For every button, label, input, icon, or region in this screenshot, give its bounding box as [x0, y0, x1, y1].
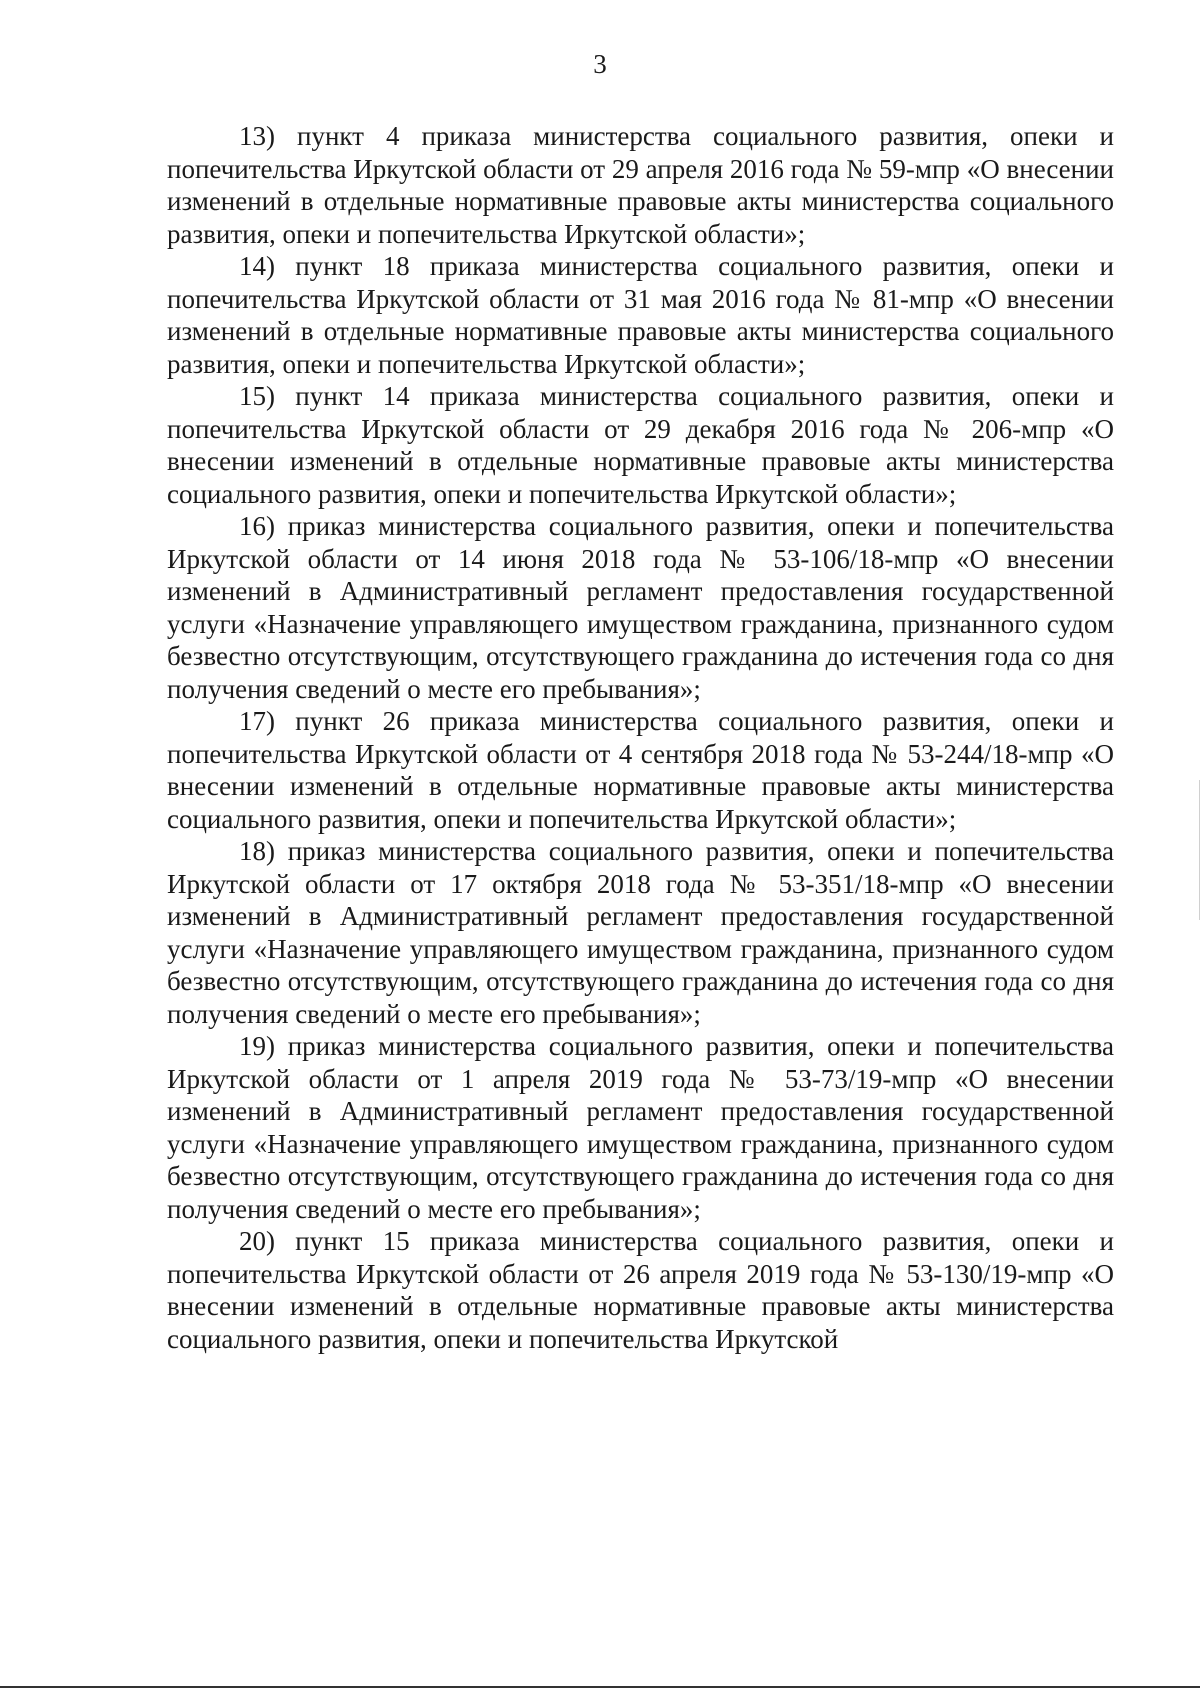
list-item-14: 14) пункт 18 приказа министерства социального развития, опеки и попечительства Иркутской области от 31 мая 2016 года № 81-мпр «О внесении изменений в отдельные нормативные правовые акты министерства социального развития, опеки и попечительства Иркутской области»; — [167, 251, 1114, 379]
list-item-18: 18) приказ министерства социального развития, опеки и попечительства Иркутской области от 17 октября 2018 года № 53-351/18-мпр «О внесении изменений в Административный регламент предоставления государственной услуги «Назначение управляющего имуществом гражданина, признанного судом безвестно отсутствующим, отсутствующего гражданина до истечения года со дня получения сведений о месте его пребывания»; — [167, 836, 1114, 1029]
list-item-16: 16) приказ министерства социального развития, опеки и попечительства Иркутской области от 14 июня 2018 года № 53-106/18-мпр «О внесении изменений в Административный регламент предоставления государственной услуги «Назначение управляющего имуществом гражданина, признанного судом безвестно отсутствующим, отсутствующего гражданина до истечения года со дня получения сведений о месте его пребывания»; — [167, 511, 1114, 704]
document-body — [167, 120, 1114, 1355]
list-item-19: 19) приказ министерства социального развития, опеки и попечительства Иркутской области от 1 апреля 2019 года № 53-73/19-мпр «О внесении изменений в Административный регламент предоставления государственной услуги «Назначение управляющего имуществом гражданина, признанного судом безвестно отсутствующим, отсутствующего гражданина до истечения года со дня получения сведений о месте его пребывания»; — [167, 1031, 1114, 1224]
list-item-15: 15) пункт 14 приказа министерства социального развития, опеки и попечительства Иркутской области от 29 декабря 2016 года № 206-мпр «О внесении изменений в отдельные нормативные правовые акты министерства социального развития, опеки и попечительства Иркутской области»; — [167, 381, 1114, 509]
list-item-20: 20) пункт 15 приказа министерства социального развития, опеки и попечительства Иркутской области от 26 апреля 2019 года № 53-130/19-мпр «О внесении изменений в отдельные нормативные правовые акты министерства социального развития, опеки и попечительства Иркутской — [167, 1226, 1114, 1354]
page-bottom-border — [0, 1686, 1200, 1688]
list-item-13: 13) пункт 4 приказа министерства социального развития, опеки и попечительства Иркутской области от 29 апреля 2016 года № 59-мпр «О внесении изменений в отдельные нормативные правовые акты министерства социального развития, опеки и попечительства Иркутской области»; — [167, 121, 1114, 249]
list-item-17: 17) пункт 26 приказа министерства социального развития, опеки и попечительства Иркутской области от 4 сентября 2018 года № 53-244/18-мпр «О внесении изменений в отдельные нормативные правовые акты министерства социального развития, опеки и попечительства Иркутской области»; — [167, 706, 1114, 834]
page-number: 3 — [593, 49, 607, 79]
